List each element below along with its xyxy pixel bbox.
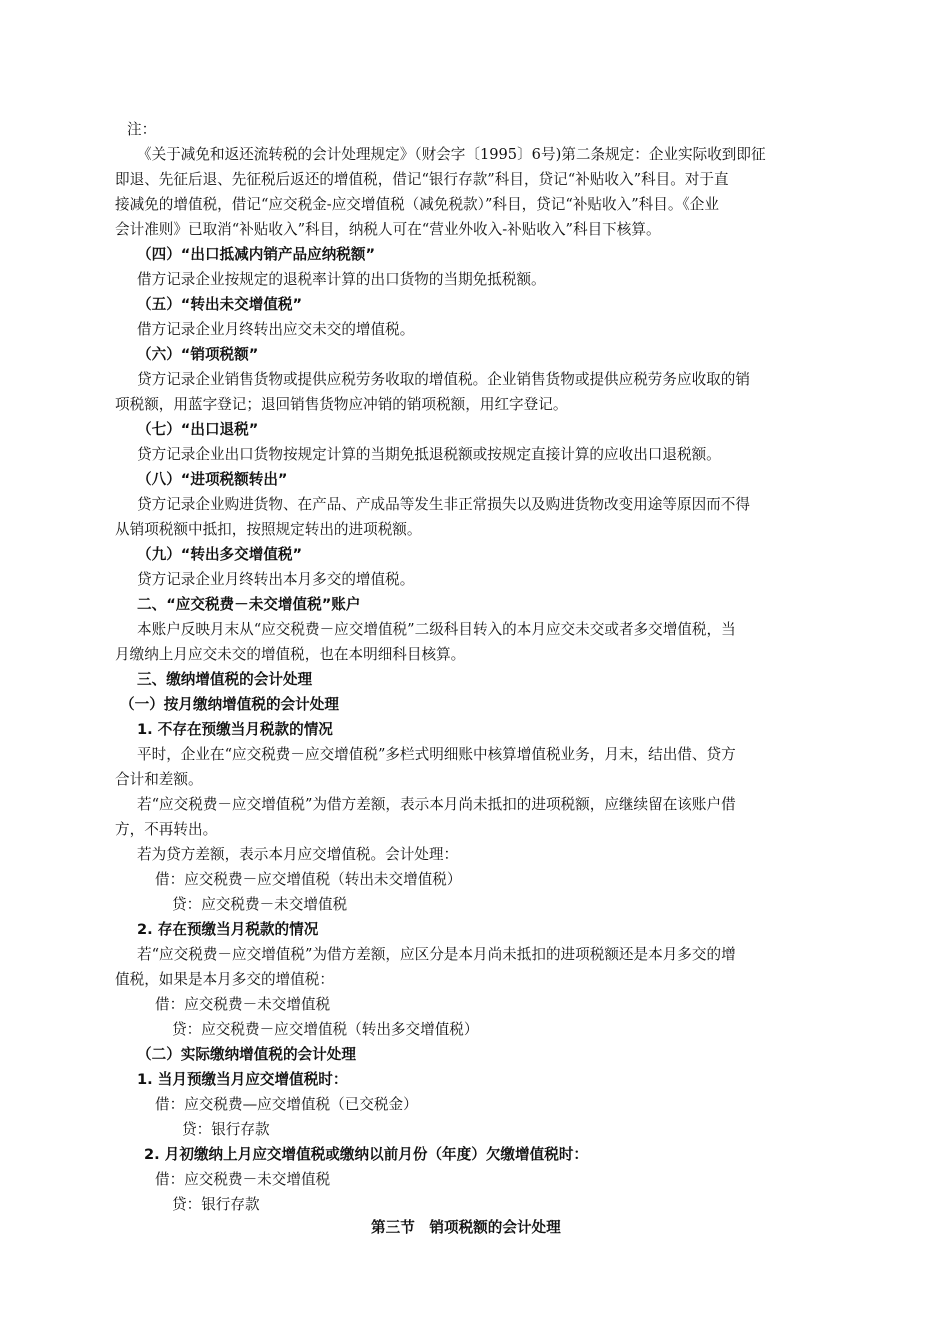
subsection-heading: （一）按月缴纳增值税的会计处理 xyxy=(120,696,339,713)
paragraph: 若为贷方差额，表示本月应交增值税。会计处理： xyxy=(137,846,459,863)
chapter-heading: 第三节 销项税额的会计处理 xyxy=(371,1219,561,1236)
paragraph-line: 项税额，用蓝字登记；退回销售货物应冲销的销项税额，用红字登记。 xyxy=(115,396,568,413)
paragraph-line: 若“应交税费－应交增值税”为借方差额，应区分是本月尚未抵扣的进项税额还是本月多交的增 xyxy=(137,946,736,963)
paragraph-line: 平时，企业在“应交税费－应交增值税”多栏式明细账中核算增值税业务，月末，结出借、贷方 xyxy=(137,746,736,763)
paragraph: 贷方记录企业出口货物按规定计算的当期免抵退税额或按规定直接计算的应收出口退税额。 xyxy=(137,446,721,463)
note-paragraph-line: 《关于减免和返还流转税的会计处理规定》（财会字〔1995〕6号)第二条规定：企业实际收到即征 xyxy=(137,146,766,163)
journal-credit: 贷：应交税费－应交增值税（转出多交增值税） xyxy=(172,1021,479,1038)
paragraph-line: 贷方记录企业销售货物或提供应税劳务收取的增值税。企业销售货物或提供应税劳务应收取的销 xyxy=(137,371,750,388)
journal-debit: 借：应交税费－未交增值税 xyxy=(155,996,331,1013)
section-heading-3: 三、缴纳增值税的会计处理 xyxy=(137,671,313,688)
paragraph-line: 本账户反映月末从“应交税费－应交增值税”二级科目转入的本月应交未交或者多交增值税，当 xyxy=(137,621,736,638)
paragraph-line: 值税，如果是本月多交的增值税： xyxy=(115,971,334,988)
paragraph-line: 合计和差额。 xyxy=(115,771,203,788)
heading-5: （五）“转出未交增值税” xyxy=(137,296,303,313)
note-paragraph-line: 即退、先征后退、先征税后返还的增值税，借记“银行存款”科目，贷记“补贴收入”科目。对于直 xyxy=(115,171,729,188)
item-heading: 1. 不存在预缴当月税款的情况 xyxy=(137,721,333,738)
paragraph: 借方记录企业月终转出应交未交的增值税。 xyxy=(137,321,415,338)
heading-9: （九）“转出多交增值税” xyxy=(137,546,303,563)
journal-credit: 贷：应交税费－未交增值税 xyxy=(172,896,348,913)
paragraph-line: 月缴纳上月应交未交的增值税，也在本明细科目核算。 xyxy=(115,646,466,663)
item-heading: 1. 当月预缴当月应交增值税时： xyxy=(137,1071,348,1088)
note-paragraph-line: 接减免的增值税，借记“应交税金-应交增值税（减免税款）”科目，贷记“补贴收入”科目。《企业 xyxy=(115,196,719,213)
paragraph: 借方记录企业按规定的退税率计算的出口货物的当期免抵税额。 xyxy=(137,271,546,288)
journal-debit: 借：应交税费－应交增值税（转出未交增值税） xyxy=(155,871,462,888)
journal-credit: 贷：银行存款 xyxy=(172,1196,260,1213)
item-heading: 2. 存在预缴当月税款的情况 xyxy=(137,921,319,938)
heading-8: （八）“进项税额转出” xyxy=(137,471,288,488)
heading-7: （七）“出口退税” xyxy=(137,421,259,438)
section-heading-2: 二、“应交税费－未交增值税”账户 xyxy=(137,596,361,613)
paragraph-line: 若“应交税费－应交增值税”为借方差额，表示本月尚未抵扣的进项税额，应继续留在该账户借 xyxy=(137,796,736,813)
heading-4: （四）“出口抵减内销产品应纳税额” xyxy=(137,246,376,263)
heading-6: （六）“销项税额” xyxy=(137,346,259,363)
journal-debit: 借：应交税费—应交增值税（已交税金） xyxy=(155,1096,418,1113)
paragraph-line: 贷方记录企业购进货物、在产品、产成品等发生非正常损失以及购进货物改变用途等原因而不得 xyxy=(137,496,750,513)
subsection-heading: （二）实际缴纳增值税的会计处理 xyxy=(137,1046,356,1063)
journal-credit: 贷：银行存款 xyxy=(182,1121,270,1138)
paragraph-line: 方，不再转出。 xyxy=(115,821,218,838)
note-paragraph-line: 会计准则》已取消“补贴收入”科目，纳税人可在“营业外收入-补贴收入”科目下核算。 xyxy=(115,221,661,238)
item-heading: 2. 月初缴纳上月应交增值税或缴纳以前月份（年度）欠缴增值税时： xyxy=(144,1146,589,1163)
note-label: 注： xyxy=(127,121,157,138)
paragraph: 贷方记录企业月终转出本月多交的增值税。 xyxy=(137,571,415,588)
journal-debit: 借：应交税费－未交增值税 xyxy=(155,1171,331,1188)
paragraph-line: 从销项税额中抵扣，按照规定转出的进项税额。 xyxy=(115,521,422,538)
